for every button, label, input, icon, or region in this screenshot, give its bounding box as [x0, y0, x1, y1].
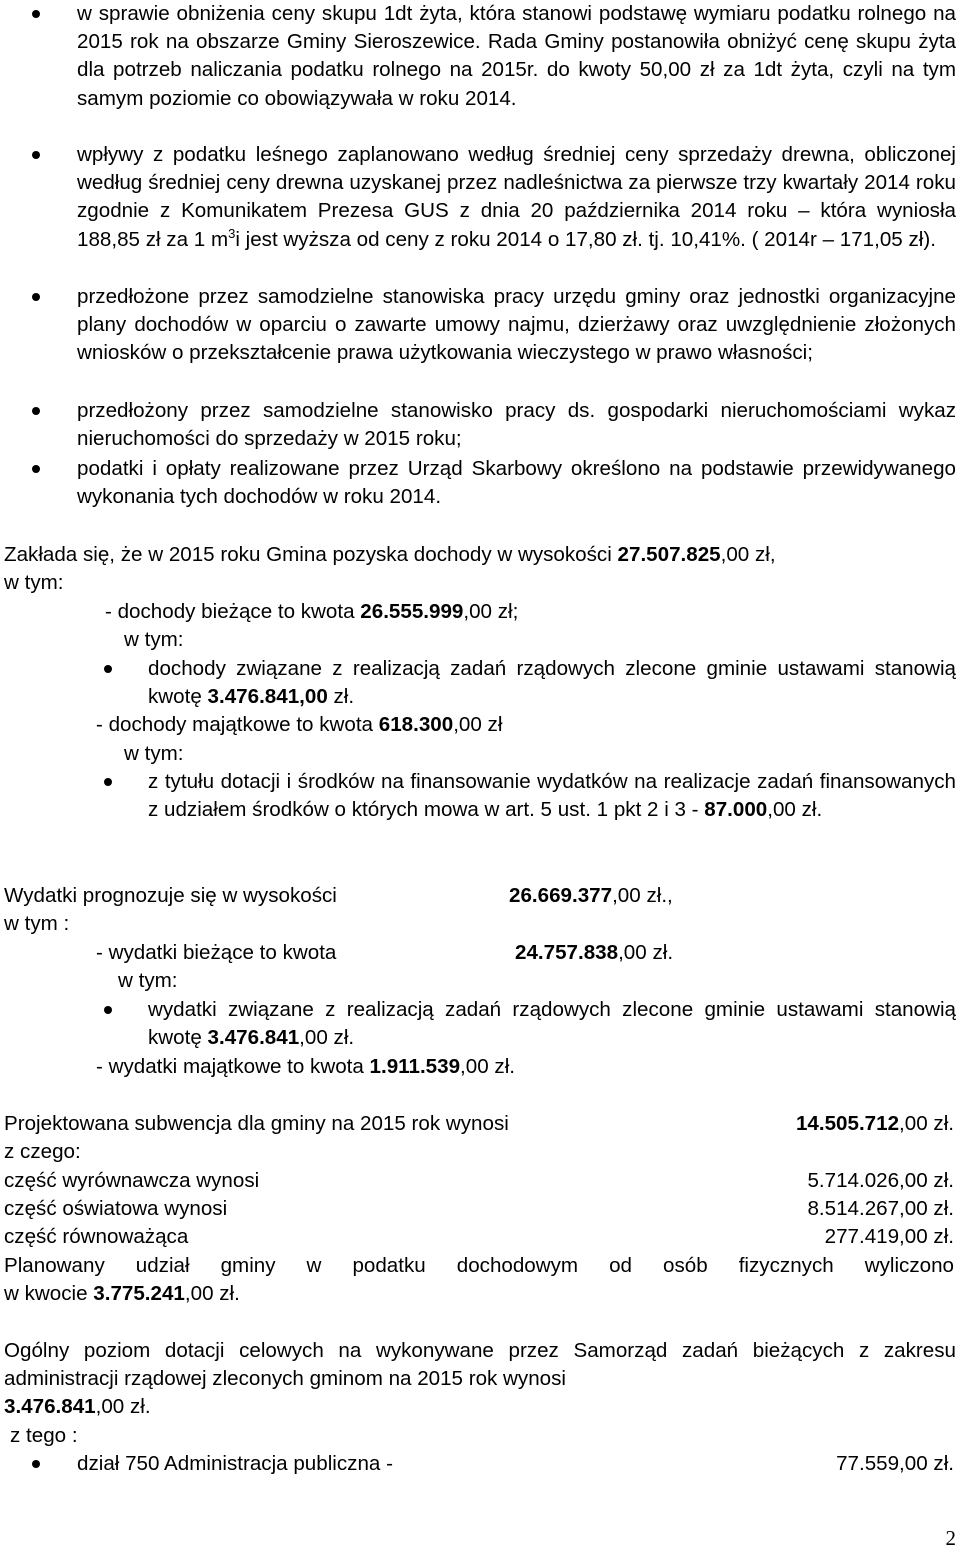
list-item-text — [77, 141, 956, 254]
text-part: zł. — [213, 1282, 240, 1305]
text-part: zł, — [749, 543, 776, 566]
current-expenses-label: - wydatki bieżące to kwota — [96, 941, 337, 964]
text-part: ,00 — [612, 884, 641, 907]
w-tym-label: w tym : — [4, 912, 70, 935]
subsidy-label: Projektowana subwencja dla gminy na 2015 rok wynosi — [4, 1112, 509, 1135]
text-part: zł. — [488, 1055, 515, 1078]
bullet-icon — [32, 407, 40, 415]
grants-paragraph — [0, 1337, 960, 1393]
list-item — [0, 768, 960, 824]
text-part: ,00 — [767, 798, 796, 822]
text-part: zł. — [795, 798, 823, 822]
text-part: zł. — [124, 1395, 151, 1418]
asset-income-value: 618.300 — [378, 713, 454, 736]
text-part: ,00 — [184, 1282, 214, 1305]
grants-total — [4, 1393, 151, 1421]
list-item — [0, 141, 960, 254]
subsidy-row-value: 5.714.026,00 zł. — [807, 1169, 954, 1192]
bullet-icon — [104, 1006, 112, 1014]
bullet-icon — [104, 778, 112, 786]
text-part: ,00 — [463, 600, 492, 623]
list-item-text: w sprawie obniżenia ceny skupu 1dt żyta, która stanowi podstawę wymiaru podatku rolnego na 2015 rok na obszarze Gminy Sieroszewice. Rada Gminy postanowiła obniżyć cenę skupu żyta dla potrzeb naliczania podatku rolnego na 2015r. do kwoty 50,00 zł za 1dt żyta, czyli na tym samym poziomie co obowiązywała w roku 2014. — [77, 2, 956, 110]
text-part: ,00 — [460, 1055, 489, 1078]
commissioned-income-value: 3.476.841,00 — [207, 685, 328, 709]
list-item-text — [148, 768, 956, 824]
subsidy-row-label: część równoważąca — [4, 1225, 189, 1248]
income-intro — [4, 541, 776, 569]
pit-amount — [4, 1280, 240, 1308]
subsidy-total-value: 14.505.712 — [795, 1112, 900, 1135]
asset-expenses-value: 1.911.539 — [369, 1055, 461, 1078]
expenses-total-value: 26.669.377 — [509, 884, 613, 907]
w-tym-label: w tym: — [4, 571, 64, 594]
expenses-total — [509, 882, 673, 910]
list-item — [0, 0, 960, 113]
current-income-value: 26.555.999 — [360, 600, 464, 623]
list-item — [0, 655, 960, 711]
text-part: - wydatki majątkowe to kwota — [96, 1055, 370, 1078]
superscript: 3 — [228, 225, 236, 241]
pit-amount-value: 3.775.241 — [93, 1282, 185, 1305]
text-part: Zakłada się, że w 2015 roku Gmina pozyska dochody w wysokości — [4, 543, 618, 566]
list-item-text — [148, 996, 956, 1052]
list-item — [0, 455, 960, 511]
grant-item-value: 77.559,00 zł. — [836, 1452, 954, 1475]
list-item-text — [148, 655, 956, 711]
current-expenses-value: 24.757.838 — [515, 941, 619, 964]
text-part: ,00 — [618, 941, 647, 964]
page-number: 2 — [945, 1526, 956, 1550]
list-item — [0, 996, 960, 1052]
list-item-text: przedłożone przez samodzielne stanowiska pracy urzędu gminy oraz jednostki organizacyjne plany dochodów w oparciu o zawarte umowy najmu, dzierżawy oraz uwzględnienie złożonych wniosków o przekształcenie prawa użytkowania wieczystego w prawo własności; — [77, 285, 956, 365]
bullet-icon — [32, 465, 40, 473]
w-tym-label: w tym: — [124, 628, 184, 651]
list-item — [0, 283, 960, 368]
commissioned-expenses-value: 3.476.841 — [207, 1026, 300, 1050]
current-expenses — [515, 939, 673, 967]
asset-expenses — [96, 1053, 515, 1081]
list-item — [0, 397, 960, 453]
text-part: - dochody bieżące to kwota — [105, 600, 361, 623]
subsidy-row-label: część oświatowa wynosi — [4, 1197, 228, 1220]
list-item-text: podatki i opłaty realizowane przez Urząd Skarbowy określono na podstawie przewidywanego wykonania tych dochodów w roku 2014. — [77, 457, 956, 509]
z-czego-label: z czego: — [4, 1140, 81, 1163]
bullet-icon — [104, 665, 112, 673]
bullet-icon — [32, 10, 40, 18]
subsidy-row-value: 8.514.267,00 zł. — [807, 1197, 954, 1220]
text-part: dochody związane z realizacją zadań rządowych zlecone gminie ustawami stanowią kwotę — [148, 657, 956, 709]
text-part: ,00 — [720, 543, 750, 566]
text-part: ,00 — [453, 713, 482, 736]
text-part: zł; — [492, 600, 519, 623]
grants-income-value: 87.000 — [704, 798, 768, 822]
text-part: ,00 — [899, 1112, 928, 1135]
subsidy-row-value: 277.419,00 zł. — [824, 1225, 954, 1248]
income-total: 27.507.825 — [617, 543, 721, 566]
bullet-icon — [32, 151, 40, 159]
text-part: i jest wyższa od ceny z roku 2014 o 17,80 zł. tj. 10,41%. ( 2014r – 171,05 zł). — [235, 227, 936, 251]
text-part: zł. — [646, 941, 674, 964]
list-item-text: przedłożony przez samodzielne stanowisko pracy ds. gospodarki nieruchomościami wykaz nieruchomości do sprzedaży w 2015 roku; — [77, 399, 956, 451]
subsidy-total — [796, 1110, 954, 1138]
text-part: ,00 — [299, 1026, 328, 1050]
grants-text: Ogólny poziom dotacji celowych na wykonywane przez Samorząd zadań bieżących z zakresu administracji rządowej zleconych gminom na 2015 rok wynosi — [4, 1339, 956, 1391]
text-part: zł. — [327, 1026, 355, 1050]
subsidy-row-label: część wyrównawcza wynosi — [4, 1169, 260, 1192]
text-part: z tytułu dotacji i środków na finansowanie wydatków na realizacje zadań finansowanych z udziałem środków o których mowa w art. 5 ust. 1 pkt 2 i 3 - — [148, 770, 956, 822]
w-tym-label: w tym: — [124, 742, 184, 765]
text-part: w kwocie — [4, 1282, 94, 1305]
pit-text: Planowany udział gminy w podatku dochodowym od osób fizycznych wyliczono — [4, 1254, 954, 1277]
expenses-label: Wydatki prognozuje się w wysokości — [4, 884, 337, 907]
text-part: zł. — [327, 685, 355, 709]
z-tego-label: z tego : — [10, 1424, 78, 1447]
w-tym-label: w tym: — [118, 969, 178, 992]
text-part: ,00 — [95, 1395, 125, 1418]
text-part: zł., — [640, 884, 673, 907]
text-part: - dochody majątkowe to kwota — [96, 713, 379, 736]
bullet-icon — [32, 1460, 40, 1468]
text-part: wydatki związane z realizacją zadań rządowych zlecone gminie ustawami stanowią kwotę — [148, 998, 956, 1050]
text-part: zł — [481, 713, 503, 736]
text-part: zł. — [927, 1112, 954, 1135]
grants-total-value: 3.476.841 — [4, 1395, 96, 1418]
asset-income — [96, 711, 502, 739]
grant-item-label: dział 750 Administracja publiczna - — [77, 1452, 393, 1475]
bullet-icon — [32, 293, 40, 301]
text-part: wpływy z podatku leśnego zaplanowano według średniej ceny sprzedaży drewna, obliczonej według średniej ceny drewna uzyskanej przez nadleśnictwa za pierwsze trzy kwartały 2014 roku zgodnie z Komunikatem Prezesa GUS z dnia 20 października 2014 roku – która wyniosła 188,85 zł za 1 m — [77, 143, 956, 251]
current-income — [105, 598, 518, 626]
